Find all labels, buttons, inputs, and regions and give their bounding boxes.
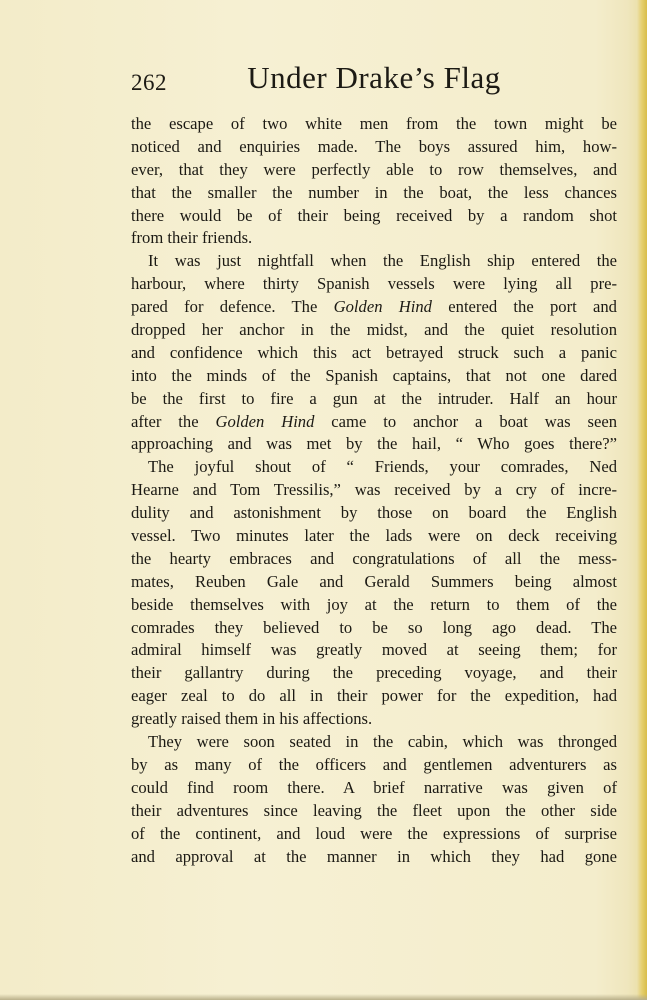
- text-line: that the smaller the number in the boat, the less chances: [131, 182, 617, 202]
- text-line: of the continent, and loud were the expressions of surprise: [131, 823, 617, 843]
- text-line: could find room there. A brief narrative was given of: [131, 777, 617, 797]
- text-segment: came to anchor a boat was seen: [314, 411, 617, 431]
- text-segment: entered the port and: [431, 297, 617, 317]
- text-line: be the first to fire a gun at the intruder. Half an hour: [131, 388, 617, 408]
- text-line: admiral himself was greatly moved at seeing them; for: [131, 640, 617, 660]
- text-line: comrades they believed to be so long ago dead. The: [131, 617, 617, 637]
- page-header: [131, 60, 617, 104]
- text-line: [131, 411, 617, 434]
- page-number: 262: [131, 70, 167, 95]
- text-line: from their friends.: [131, 228, 253, 248]
- text-line: and confidence which this act betrayed struck such a panic: [131, 342, 617, 362]
- text-line: greatly raised them in his affections.: [131, 709, 373, 729]
- page-bottom-edge: [0, 994, 647, 1000]
- text-segment: pared for defence. The: [131, 297, 334, 317]
- text-line: approaching and was met by the hail, “ Who goes there?”: [131, 434, 617, 454]
- text-line: Hearne and Tom Tressilis,” was received by a cry of incre-: [131, 480, 617, 500]
- text-line: by as many of the officers and gentlemen adventurers as: [131, 754, 617, 774]
- text-line: the hearty embraces and congratulations of all the mess-: [131, 548, 617, 568]
- text-line: The joyful shout of “ Friends, your comrades, Ned: [148, 457, 617, 477]
- running-title: Under Drake’s Flag: [247, 60, 501, 95]
- text-line: beside themselves with joy at the return to them of the: [131, 594, 617, 614]
- text-line: eager zeal to do all in their power for the expedition, had: [131, 686, 617, 706]
- text-line: there would be of their being received by a random shot: [131, 205, 617, 225]
- page-right-edge: [637, 0, 647, 1000]
- text-line: harbour, where thirty Spanish vessels were lying all pre-: [131, 274, 617, 294]
- text-line: [131, 296, 617, 319]
- ship-name: Golden Hind: [215, 411, 315, 431]
- text-segment: after the: [131, 411, 216, 431]
- text-line: noticed and enquiries made. The boys assured him, how-: [131, 136, 617, 156]
- body-text: [131, 113, 617, 868]
- text-line: dropped her anchor in the midst, and the quiet resolution: [131, 320, 617, 340]
- text-line: mates, Reuben Gale and Gerald Summers being almost: [131, 571, 617, 591]
- text-line: their gallantry during the preceding voyage, and their: [131, 663, 617, 683]
- ship-name: Golden Hind: [333, 297, 432, 317]
- text-line: vessel. Two minutes later the lads were on deck receiving: [131, 526, 617, 546]
- text-line: into the minds of the Spanish captains, that not one dared: [131, 365, 617, 385]
- text-line: the escape of two white men from the town might be: [131, 114, 617, 133]
- text-line: ever, that they were perfectly able to row themselves, and: [131, 159, 617, 179]
- text-line: and approval at the manner in which they had gone: [131, 846, 617, 866]
- text-line: dulity and astonishment by those on board the English: [131, 503, 617, 523]
- text-line: It was just nightfall when the English ship entered the: [148, 251, 617, 271]
- text-line: They were soon seated in the cabin, which was thronged: [148, 732, 617, 752]
- text-line: their adventures since leaving the fleet upon the other side: [131, 800, 617, 820]
